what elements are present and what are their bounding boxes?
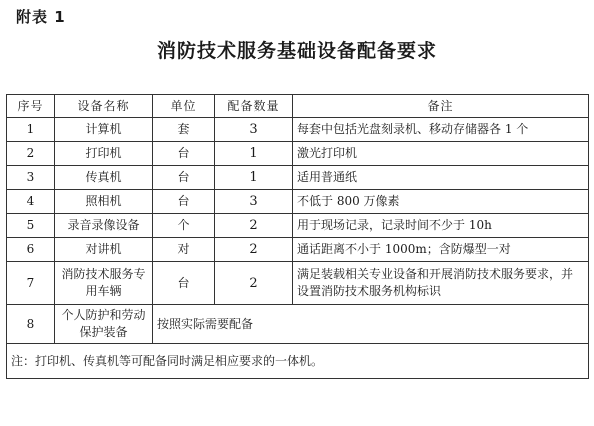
- cell-remark: 激光打印机: [293, 142, 589, 166]
- cell-qty: 1: [215, 142, 293, 166]
- cell-no: 8: [7, 305, 55, 344]
- column-header-name: 设备名称: [55, 95, 153, 118]
- cell-remark: 不低于 800 万像素: [293, 190, 589, 214]
- cell-no: 3: [7, 166, 55, 190]
- cell-remark: 每套中包括光盘刻录机、移动存储器各 1 个: [293, 118, 589, 142]
- cell-unit: 对: [153, 238, 215, 262]
- table-row: [7, 118, 589, 142]
- table-note: 注：打印机、传真机等可配备同时满足相应要求的一体机。: [7, 344, 589, 379]
- cell-qty: 2: [215, 238, 293, 262]
- table-row: [7, 305, 589, 344]
- cell-name: 个人防护和劳动保护装备: [55, 305, 153, 344]
- cell-qty: 1: [215, 166, 293, 190]
- cell-qty: 3: [215, 190, 293, 214]
- cell-unit: 台: [153, 166, 215, 190]
- cell-remark: 用于现场记录，记录时间不少于 10h: [293, 214, 589, 238]
- document-title: 消防技术服务基础设备配备要求: [156, 40, 437, 62]
- cell-unit: 个: [153, 214, 215, 238]
- cell-merged-remark: 按照实际需要配备: [153, 305, 589, 344]
- cell-unit: 套: [153, 118, 215, 142]
- cell-qty: 3: [215, 118, 293, 142]
- cell-no: 4: [7, 190, 55, 214]
- cell-no: 6: [7, 238, 55, 262]
- cell-name: 消防技术服务专用车辆: [55, 262, 153, 305]
- cell-no: 1: [7, 118, 55, 142]
- column-header-qty: 配备数量: [215, 95, 293, 118]
- cell-qty: 2: [215, 214, 293, 238]
- column-header-no: 序号: [7, 95, 55, 118]
- appendix-label: 附表 1: [16, 8, 66, 26]
- table-row: [7, 262, 589, 305]
- table-row: [7, 214, 589, 238]
- cell-no: 2: [7, 142, 55, 166]
- cell-name: 传真机: [55, 166, 153, 190]
- cell-unit: 台: [153, 142, 215, 166]
- table-row: [7, 166, 589, 190]
- table-row: [7, 142, 589, 166]
- table-row: [7, 190, 589, 214]
- table-header-row: [7, 95, 589, 118]
- column-header-unit: 单位: [153, 95, 215, 118]
- cell-unit: 台: [153, 190, 215, 214]
- cell-name: 计算机: [55, 118, 153, 142]
- cell-remark: 通话距离不小于 1000m；含防爆型一对: [293, 238, 589, 262]
- equipment-table: [6, 94, 589, 379]
- cell-remark: 满足装载相关专业设备和开展消防技术服务要求，并设置消防技术服务机构标识: [293, 262, 589, 305]
- cell-name: 对讲机: [55, 238, 153, 262]
- column-header-remark: 备注: [293, 95, 589, 118]
- cell-remark: 适用普通纸: [293, 166, 589, 190]
- table-row: [7, 238, 589, 262]
- cell-name: 照相机: [55, 190, 153, 214]
- cell-no: 5: [7, 214, 55, 238]
- cell-qty: 2: [215, 262, 293, 305]
- cell-unit: 台: [153, 262, 215, 305]
- table-note-row: [7, 344, 589, 379]
- cell-name: 打印机: [55, 142, 153, 166]
- cell-name: 录音录像设备: [55, 214, 153, 238]
- cell-no: 7: [7, 262, 55, 305]
